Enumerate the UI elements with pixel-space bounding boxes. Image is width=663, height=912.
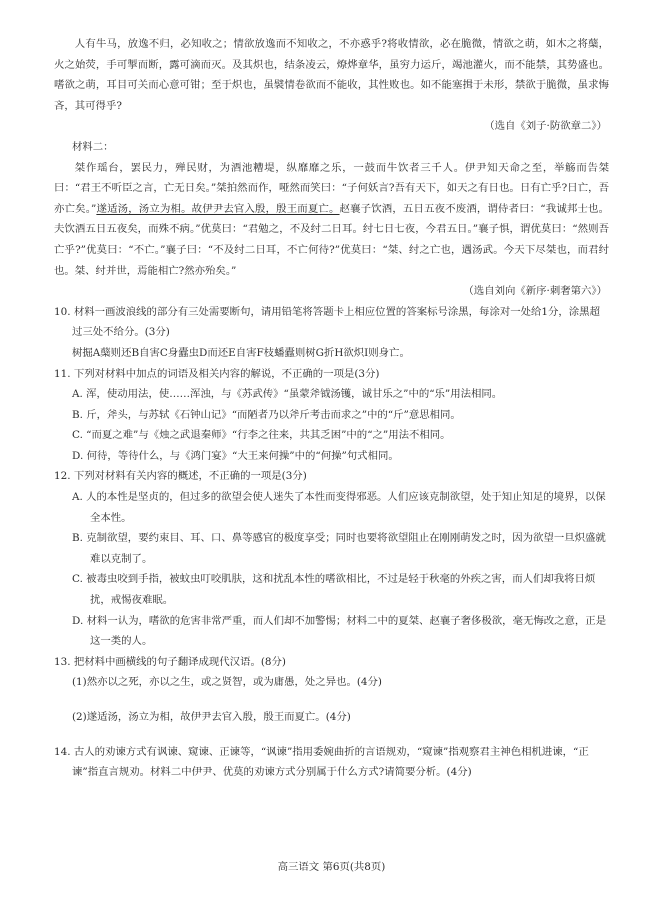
material-two-text [54,158,609,282]
question-12-option-d: D. 材料一认为，嗜欲的危害非常严重，而人们却不加警惕；材料二中的夏桀、赵襄子奢侈极欲，毫无悔改之意，正是这一类的人。 [72,614,607,648]
answer-space [54,728,609,742]
question-14: 14. 古人的劝谏方式有讽谏、窥谏、正谏等，“讽谏”指用委婉曲折的言语规劝，“窥谏”指观察君主神色相机进谏，“正谏”指直言规劝。材料二中伊尹、优莫的劝谏方式分别属于什么方式?请简要分析。(4分) [54,745,589,779]
material-two-source: （选自刘向《新序·刺奢第六》） [463,285,607,298]
question-12-stem: 12. 下列对材料有关内容的概述，不正确的一项是(3分) [54,470,307,483]
question-13-stem: 13. 把材料中画横线的句子翻译成现代汉语。(8分) [54,655,286,668]
question-10-sentence: 树掘A蘖则还B自害C身蠹虫D而还E自害F枝蟠蠹则树G折H欲炽I则身亡。 [72,346,410,359]
material-two-text-pre: 桀作瑶台，罢民力，殚民财，为酒池糟堤，纵靡靡之乐，一鼓而牛饮者三千人。伊尹知天命之至，举觞而告桀曰：“君王不听臣之言，亡无日矣。”桀拍然而作，哑然而笑曰：“子何妖言?吾有天下，如天之有日也。日有亡乎?日亡，吾亦亡矣。” [54,161,609,215]
question-13-part-1: (1)然亦以之死，亦以之生，或之贤智，或为庸愚，处之异也。(4分) [72,676,382,689]
question-12-option-b: B. 克制欲望，要约束目、耳、口、鼻等感官的极度享受；同时也要将欲望阻止在刚刚萌发之时，因为欲望一旦炽盛就难以克制了。 [72,532,606,565]
answer-space [54,693,609,707]
passage-one-source: （选自《刘子·防欲章二》） [484,120,607,133]
question-12-option-c: C. 被毒虫咬到手指，被蚊虫叮咬肌肤，这和扰乱本性的嗜欲相比，不过是轻于秋毫的外疾之害，而人们却我将日烦扰，戒惕夜难眠。 [72,573,596,607]
material-two-text-post: 赵襄子饮酒，五日五夜不废酒，谓侍者曰：“我诚邦士也。夫饮酒五日五夜矣，而殊不病。”优莫曰：“君勉之，不及纣二日耳。纣七日七夜，今君五日。”襄子惧，谓优莫曰：“然则吾亡乎?”优莫曰：“不亡。”襄子曰：“不及纣二日耳，不亡何待?”优莫曰：“桀、纣之亡也，遇汤武。今天下尽桀也，而君纣也。桀、纣并世，焉能相亡?然亦殆矣。” [54,202,609,277]
question-12-option-a: A. 人的本性是坚贞的，但过多的欲望会使人迷失了本性而变得邪恶。人们应该克制欲望，处于知止知足的境界，以保全本性。 [72,491,606,524]
material-two-heading: 材料二： [72,140,114,153]
passage-one: 人有牛马，放逸不归，必知收之；情欲放逸而不知收之，不亦惑乎?将收情欲，必在脆微，情欲之萌，如木之将蘖，火之始荧，手可掣而断，露可滴而灭。及其炽也，结条凌云，燎烨章华，虽穷力运斤，竭池灌火，而不能禁，其势盛也。嗜欲之萌，耳目可关而心意可钳；至于炽也，虽襞情卷欲而不能收，其性败也。如不能塞揖于未形，禁欲于脆微，虽求悔吝，其可得乎? [54,38,609,112]
question-11-option-d: D. 何待，等待什么，与《鸿门宴》“大王来何操”中的“何操”句式相同。 [72,449,399,462]
question-11-option-c: C. “而夏之难”与《烛之武退秦师》“行李之往来，共其乏困”中的“之”用法不相同。 [72,429,451,442]
underlined-sentence: 遂适汤，汤立为相。故伊尹去官入殷，殷王而夏亡。 [96,202,340,215]
question-11-stem: 11. 下列对材料中加点的词语及相关内容的解说，不正确的一项是(3分) [54,367,380,380]
question-11-option-b: B. 斤，斧头，与苏轼《石钟山记》“而陋者乃以斧斤考击而求之”中的“斤”意思相同。 [72,408,461,421]
question-13-part-2: (2)遂适汤，汤立为相，故伊尹去官入殷，殷王而夏亡。(4分) [72,711,351,723]
question-11-option-a: A. 浑，使动用法，使……浑浊，与《苏武传》“虽蒙斧钺汤镬，诚甘乐之”中的“乐”用法相同。 [72,388,503,401]
question-10: 10. 材料一画波浪线的部分有三处需要断句，请用铅笔将答题卡上相应位置的答案标号涂黑，每涂对一处给1分，涂黑超过三处不给分。(3分) [54,305,600,339]
page-footer: 高三语文 第6页(共8页) [277,861,386,873]
